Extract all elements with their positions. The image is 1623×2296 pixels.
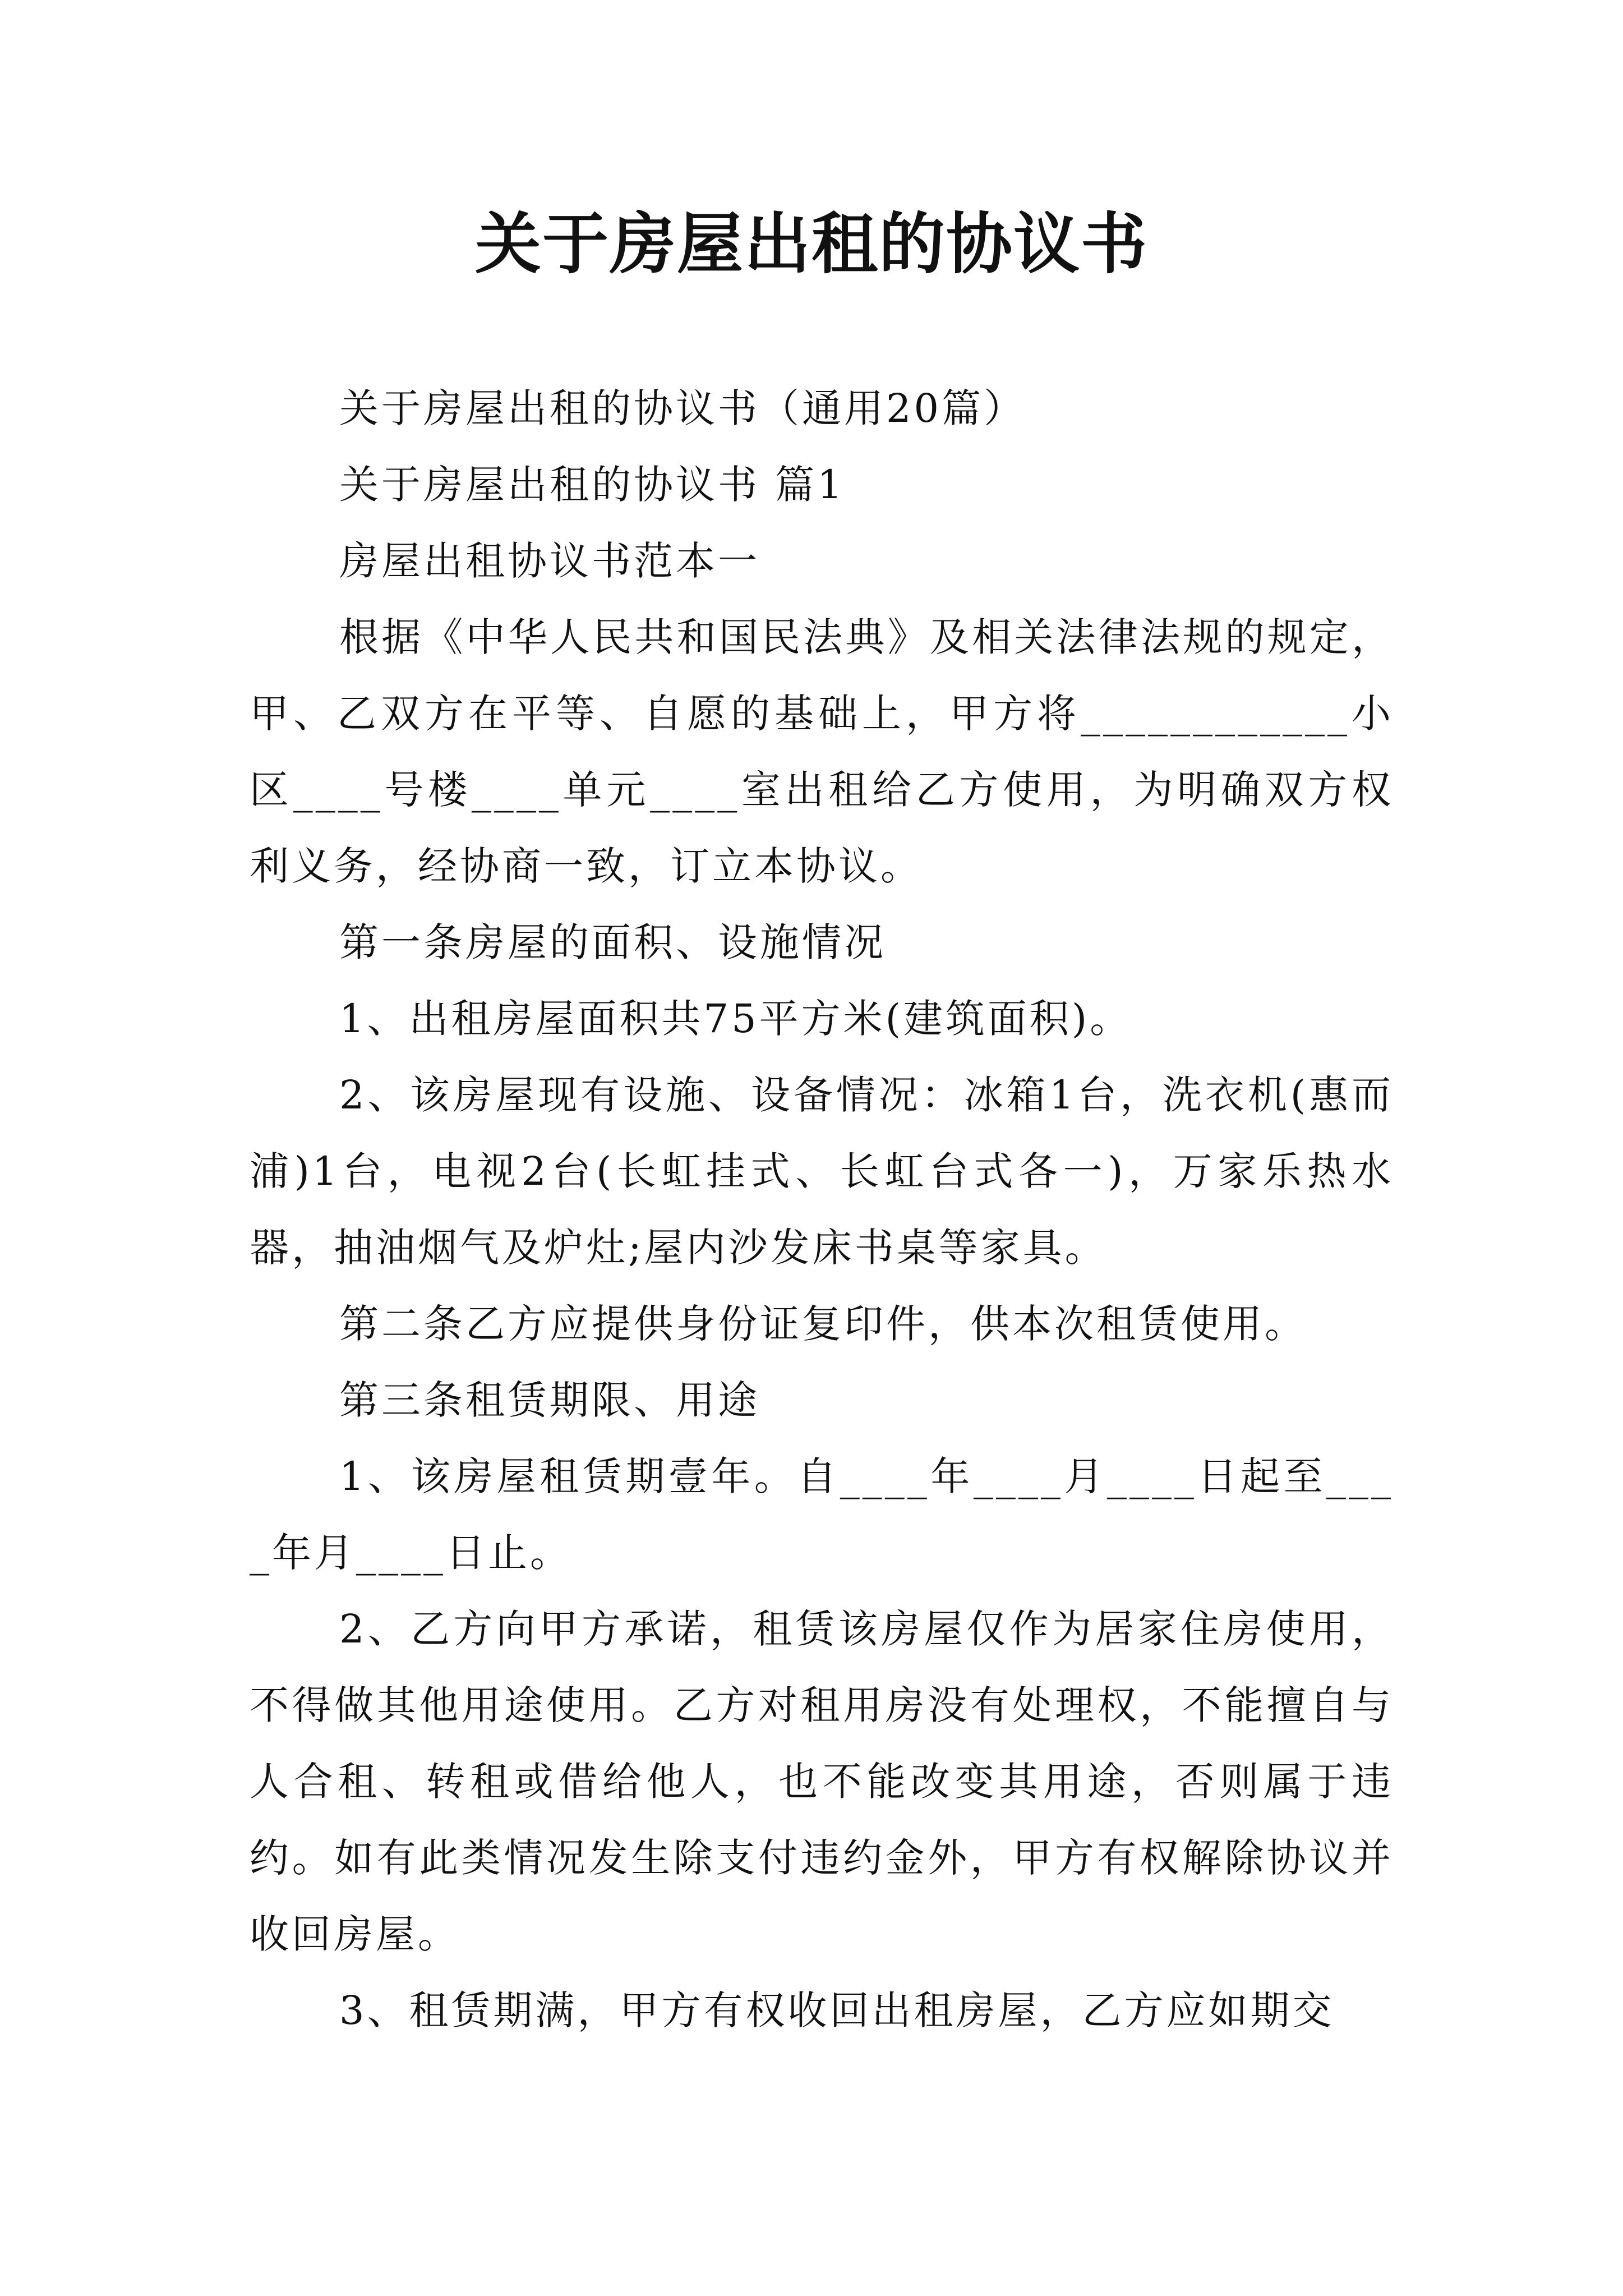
document-title: 关于房屋出租的协议书 xyxy=(474,205,1148,283)
paragraph: 2、乙方向甲方承诺，租赁该房屋仅作为居家住房使用，不得做其他用途使用。乙方对租用房没有处理权，不能擅自与人合租、转租或借给他人，也不能改变其用途，否则属于违约。如有此类情况发生除支付违约金外，甲方有权解除协议并收回房屋。 xyxy=(250,1606,1394,1957)
paragraph: 根据《中华人民共和国民法典》及相关法律法规的规定，甲、乙双方在平等、自愿的基础上，甲方将____________小区____号楼____单元____室出租给乙方使用，为明确双方权利义务，经协商一致，订立本协议。 xyxy=(250,614,1394,889)
paragraph: 第一条房屋的面积、设施情况 xyxy=(339,919,886,965)
paragraph: 2、该房屋现有设施、设备情况：冰箱1台，洗衣机(惠而浦)1台，电视2台(长虹挂式、长虹台式各一)，万家乐热水器，抽油烟气及炉灶;屋内沙发床书桌等家具。 xyxy=(250,1072,1394,1271)
paragraph: 1、该房屋租赁期壹年。自____年____月____日起至____年月____日止。 xyxy=(250,1453,1394,1576)
paragraph: 关于房屋出租的协议书 篇1 xyxy=(339,462,845,508)
document-body xyxy=(250,370,1394,2049)
paragraph: 房屋出租协议书范本一 xyxy=(339,538,760,584)
paragraph: 关于房屋出租的协议书（通用20篇） xyxy=(339,385,1026,431)
paragraph: 3、租赁期满，甲方有权收回出租房屋，乙方应如期交 xyxy=(339,1987,1335,2033)
paragraph: 第二条乙方应提供身份证复印件，供本次租赁使用。 xyxy=(339,1301,1307,1347)
paragraph: 第三条租赁期限、用途 xyxy=(339,1377,760,1423)
paragraph: 1、出租房屋面积共75平方米(建筑面积)。 xyxy=(339,996,1132,1042)
